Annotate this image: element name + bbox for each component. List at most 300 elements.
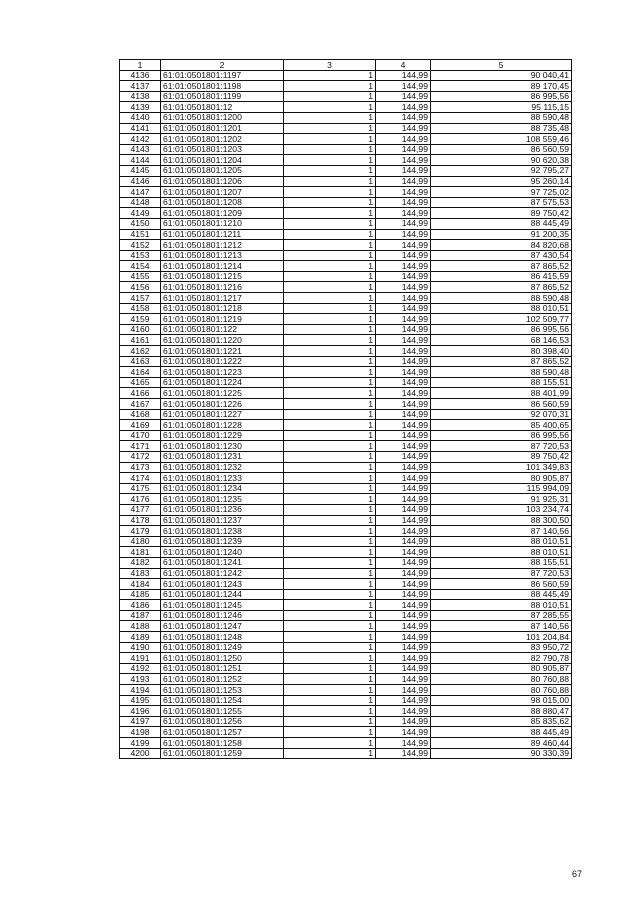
- cadastral-number-cell: 61:01:0501801:1245: [161, 600, 284, 611]
- rate-cell: 144,99: [376, 282, 431, 293]
- rate-cell: 144,99: [376, 91, 431, 102]
- table-row: [120, 240, 572, 251]
- cadastral-number-cell: 61:01:0501801:1253: [161, 685, 284, 696]
- cadastral-number-cell: 61:01:0501801:1199: [161, 91, 284, 102]
- cadastral-number-cell: 61:01:0501801:1224: [161, 377, 284, 388]
- rate-cell: 144,99: [376, 515, 431, 526]
- row-number-cell: 4138: [120, 91, 161, 102]
- table-row: [120, 155, 572, 166]
- table-row: [120, 123, 572, 134]
- cadastral-number-cell: 61:01:0501801:1213: [161, 250, 284, 261]
- table-row: [120, 282, 572, 293]
- quantity-cell: 1: [284, 610, 376, 621]
- quantity-cell: 1: [284, 134, 376, 145]
- quantity-cell: 1: [284, 399, 376, 410]
- table-row: [120, 420, 572, 431]
- value-cell: 89 170,45: [431, 81, 572, 92]
- rate-cell: 144,99: [376, 695, 431, 706]
- cadastral-number-cell: 61:01:0501801:1231: [161, 451, 284, 462]
- value-cell: 87 140,56: [431, 621, 572, 632]
- table-row: [120, 738, 572, 749]
- row-number-cell: 4148: [120, 197, 161, 208]
- cadastral-number-cell: 61:01:0501801:1202: [161, 134, 284, 145]
- cadastral-number-cell: 61:01:0501801:1247: [161, 621, 284, 632]
- column-header-1: 1: [120, 60, 161, 71]
- cadastral-number-cell: 61:01:0501801:1198: [161, 81, 284, 92]
- value-cell: 86 415,59: [431, 271, 572, 282]
- rate-cell: 144,99: [376, 748, 431, 759]
- cadastral-number-cell: 61:01:0501801:1255: [161, 706, 284, 717]
- cadastral-number-cell: 61:01:0501801:1201: [161, 123, 284, 134]
- rate-cell: 144,99: [376, 547, 431, 558]
- row-number-cell: 4178: [120, 515, 161, 526]
- header-row: [120, 60, 572, 71]
- quantity-cell: 1: [284, 483, 376, 494]
- cadastral-number-cell: 61:01:0501801:122: [161, 324, 284, 335]
- quantity-cell: 1: [284, 515, 376, 526]
- quantity-cell: 1: [284, 589, 376, 600]
- value-cell: 80 905,87: [431, 663, 572, 674]
- table-row: [120, 197, 572, 208]
- rate-cell: 144,99: [376, 293, 431, 304]
- table-row: [120, 346, 572, 357]
- table-row: [120, 504, 572, 515]
- quantity-cell: 1: [284, 653, 376, 664]
- rate-cell: 144,99: [376, 70, 431, 81]
- table-row: [120, 526, 572, 537]
- value-cell: 84 820,68: [431, 240, 572, 251]
- quantity-cell: 1: [284, 706, 376, 717]
- cadastral-number-cell: 61:01:0501801:1216: [161, 282, 284, 293]
- quantity-cell: 1: [284, 409, 376, 420]
- table-row: [120, 547, 572, 558]
- page-number: 67: [571, 869, 582, 879]
- row-number-cell: 4174: [120, 473, 161, 484]
- table-row: [120, 716, 572, 727]
- value-cell: 86 560,59: [431, 399, 572, 410]
- table-row: [120, 176, 572, 187]
- cadastral-number-cell: 61:01:0501801:1256: [161, 716, 284, 727]
- rate-cell: 144,99: [376, 589, 431, 600]
- quantity-cell: 1: [284, 367, 376, 378]
- quantity-cell: 1: [284, 356, 376, 367]
- table-row: [120, 335, 572, 346]
- table-row: [120, 271, 572, 282]
- rate-cell: 144,99: [376, 738, 431, 749]
- rate-cell: 144,99: [376, 271, 431, 282]
- value-cell: 90 330,39: [431, 748, 572, 759]
- value-cell: 88 010,51: [431, 303, 572, 314]
- cadastral-number-cell: 61:01:0501801:1246: [161, 610, 284, 621]
- value-cell: 87 575,53: [431, 197, 572, 208]
- row-number-cell: 4154: [120, 261, 161, 272]
- rate-cell: 144,99: [376, 557, 431, 568]
- quantity-cell: 1: [284, 727, 376, 738]
- register-table: [119, 59, 572, 759]
- cadastral-number-cell: 61:01:0501801:1211: [161, 229, 284, 240]
- cadastral-number-cell: 61:01:0501801:1242: [161, 568, 284, 579]
- value-cell: 87 285,55: [431, 610, 572, 621]
- value-cell: 108 559,46: [431, 134, 572, 145]
- cadastral-number-cell: 61:01:0501801:1226: [161, 399, 284, 410]
- value-cell: 88 010,51: [431, 547, 572, 558]
- value-cell: 92 070,31: [431, 409, 572, 420]
- table-row: [120, 367, 572, 378]
- rate-cell: 144,99: [376, 536, 431, 547]
- table-row: [120, 430, 572, 441]
- cadastral-number-cell: 61:01:0501801:1234: [161, 483, 284, 494]
- table-row: [120, 165, 572, 176]
- row-number-cell: 4169: [120, 420, 161, 431]
- value-cell: 88 590,48: [431, 367, 572, 378]
- quantity-cell: 1: [284, 208, 376, 219]
- value-cell: 87 430,54: [431, 250, 572, 261]
- table-row: [120, 112, 572, 123]
- cadastral-number-cell: 61:01:0501801:1248: [161, 632, 284, 643]
- table-row: [120, 218, 572, 229]
- rate-cell: 144,99: [376, 642, 431, 653]
- value-cell: 102 509,77: [431, 314, 572, 325]
- rate-cell: 144,99: [376, 600, 431, 611]
- quantity-cell: 1: [284, 282, 376, 293]
- row-number-cell: 4186: [120, 600, 161, 611]
- rate-cell: 144,99: [376, 388, 431, 399]
- quantity-cell: 1: [284, 240, 376, 251]
- row-number-cell: 4145: [120, 165, 161, 176]
- row-number-cell: 4141: [120, 123, 161, 134]
- cadastral-number-cell: 61:01:0501801:1217: [161, 293, 284, 304]
- rate-cell: 144,99: [376, 473, 431, 484]
- cadastral-number-cell: 61:01:0501801:1250: [161, 653, 284, 664]
- quantity-cell: 1: [284, 632, 376, 643]
- value-cell: 88 155,51: [431, 557, 572, 568]
- rate-cell: 144,99: [376, 144, 431, 155]
- quantity-cell: 1: [284, 536, 376, 547]
- table-row: [120, 621, 572, 632]
- table-row: [120, 134, 572, 145]
- value-cell: 91 200,35: [431, 229, 572, 240]
- row-number-cell: 4152: [120, 240, 161, 251]
- table-row: [120, 91, 572, 102]
- row-number-cell: 4167: [120, 399, 161, 410]
- quantity-cell: 1: [284, 473, 376, 484]
- quantity-cell: 1: [284, 494, 376, 505]
- rate-cell: 144,99: [376, 112, 431, 123]
- value-cell: 95 260,14: [431, 176, 572, 187]
- value-cell: 86 560,59: [431, 579, 572, 590]
- table-row: [120, 706, 572, 717]
- table-row: [120, 409, 572, 420]
- row-number-cell: 4196: [120, 706, 161, 717]
- quantity-cell: 1: [284, 229, 376, 240]
- rate-cell: 144,99: [376, 483, 431, 494]
- value-cell: 88 010,51: [431, 536, 572, 547]
- row-number-cell: 4193: [120, 674, 161, 685]
- row-number-cell: 4150: [120, 218, 161, 229]
- table-body: [120, 70, 572, 759]
- quantity-cell: 1: [284, 716, 376, 727]
- value-cell: 85 400,65: [431, 420, 572, 431]
- value-cell: 80 398,40: [431, 346, 572, 357]
- cadastral-number-cell: 61:01:0501801:1206: [161, 176, 284, 187]
- table-row: [120, 229, 572, 240]
- cadastral-number-cell: 61:01:0501801:1252: [161, 674, 284, 685]
- quantity-cell: 1: [284, 377, 376, 388]
- row-number-cell: 4170: [120, 430, 161, 441]
- value-cell: 101 204,84: [431, 632, 572, 643]
- quantity-cell: 1: [284, 218, 376, 229]
- table-row: [120, 293, 572, 304]
- table-row: [120, 748, 572, 759]
- cadastral-number-cell: 61:01:0501801:1215: [161, 271, 284, 282]
- row-number-cell: 4177: [120, 504, 161, 515]
- column-header-2: 2: [161, 60, 284, 71]
- row-number-cell: 4183: [120, 568, 161, 579]
- cadastral-number-cell: 61:01:0501801:1209: [161, 208, 284, 219]
- rate-cell: 144,99: [376, 250, 431, 261]
- rate-cell: 144,99: [376, 261, 431, 272]
- table-row: [120, 515, 572, 526]
- quantity-cell: 1: [284, 176, 376, 187]
- quantity-cell: 1: [284, 504, 376, 515]
- rate-cell: 144,99: [376, 706, 431, 717]
- cadastral-number-cell: 61:01:0501801:1257: [161, 727, 284, 738]
- value-cell: 85 835,62: [431, 716, 572, 727]
- cadastral-number-cell: 61:01:0501801:1227: [161, 409, 284, 420]
- rate-cell: 144,99: [376, 102, 431, 113]
- row-number-cell: 4195: [120, 695, 161, 706]
- quantity-cell: 1: [284, 324, 376, 335]
- row-number-cell: 4180: [120, 536, 161, 547]
- table-row: [120, 70, 572, 81]
- row-number-cell: 4156: [120, 282, 161, 293]
- rate-cell: 144,99: [376, 451, 431, 462]
- value-cell: 87 720,53: [431, 441, 572, 452]
- row-number-cell: 4151: [120, 229, 161, 240]
- cadastral-number-cell: 61:01:0501801:1205: [161, 165, 284, 176]
- table-row: [120, 568, 572, 579]
- value-cell: 86 560,59: [431, 144, 572, 155]
- row-number-cell: 4191: [120, 653, 161, 664]
- cadastral-number-cell: 61:01:0501801:1197: [161, 70, 284, 81]
- rate-cell: 144,99: [376, 727, 431, 738]
- rate-cell: 144,99: [376, 303, 431, 314]
- value-cell: 98 015,00: [431, 695, 572, 706]
- cadastral-number-cell: 61:01:0501801:1232: [161, 462, 284, 473]
- quantity-cell: 1: [284, 685, 376, 696]
- row-number-cell: 4164: [120, 367, 161, 378]
- cadastral-number-cell: 61:01:0501801:1259: [161, 748, 284, 759]
- quantity-cell: 1: [284, 335, 376, 346]
- column-header-5: 5: [431, 60, 572, 71]
- value-cell: 87 720,53: [431, 568, 572, 579]
- quantity-cell: 1: [284, 547, 376, 558]
- row-number-cell: 4190: [120, 642, 161, 653]
- quantity-cell: 1: [284, 748, 376, 759]
- rate-cell: 144,99: [376, 240, 431, 251]
- table-row: [120, 187, 572, 198]
- quantity-cell: 1: [284, 293, 376, 304]
- cadastral-number-cell: 61:01:0501801:1236: [161, 504, 284, 515]
- table-row: [120, 314, 572, 325]
- column-header-4: 4: [376, 60, 431, 71]
- quantity-cell: 1: [284, 165, 376, 176]
- table-row: [120, 303, 572, 314]
- cadastral-number-cell: 61:01:0501801:1214: [161, 261, 284, 272]
- table-row: [120, 81, 572, 92]
- table-row: [120, 653, 572, 664]
- value-cell: 88 010,51: [431, 600, 572, 611]
- rate-cell: 144,99: [376, 399, 431, 410]
- rate-cell: 144,99: [376, 165, 431, 176]
- value-cell: 86 995,56: [431, 430, 572, 441]
- value-cell: 82 790,78: [431, 653, 572, 664]
- row-number-cell: 4194: [120, 685, 161, 696]
- quantity-cell: 1: [284, 271, 376, 282]
- cadastral-number-cell: 61:01:0501801:1212: [161, 240, 284, 251]
- row-number-cell: 4182: [120, 557, 161, 568]
- table-row: [120, 494, 572, 505]
- table-row: [120, 685, 572, 696]
- value-cell: 89 460,44: [431, 738, 572, 749]
- quantity-cell: 1: [284, 70, 376, 81]
- table-row: [120, 600, 572, 611]
- value-cell: 88 300,50: [431, 515, 572, 526]
- quantity-cell: 1: [284, 674, 376, 685]
- table-row: [120, 557, 572, 568]
- cadastral-number-cell: 61:01:0501801:1221: [161, 346, 284, 357]
- table-row: [120, 536, 572, 547]
- row-number-cell: 4188: [120, 621, 161, 632]
- table-row: [120, 642, 572, 653]
- table-row: [120, 589, 572, 600]
- value-cell: 95 115,15: [431, 102, 572, 113]
- row-number-cell: 4168: [120, 409, 161, 420]
- quantity-cell: 1: [284, 102, 376, 113]
- row-number-cell: 4200: [120, 748, 161, 759]
- table-row: [120, 388, 572, 399]
- rate-cell: 144,99: [376, 504, 431, 515]
- cadastral-number-cell: 61:01:0501801:1235: [161, 494, 284, 505]
- quantity-cell: 1: [284, 346, 376, 357]
- row-number-cell: 4137: [120, 81, 161, 92]
- quantity-cell: 1: [284, 642, 376, 653]
- value-cell: 80 760,88: [431, 674, 572, 685]
- quantity-cell: 1: [284, 430, 376, 441]
- row-number-cell: 4192: [120, 663, 161, 674]
- row-number-cell: 4139: [120, 102, 161, 113]
- rate-cell: 144,99: [376, 218, 431, 229]
- cadastral-number-cell: 61:01:0501801:1223: [161, 367, 284, 378]
- cadastral-number-cell: 61:01:0501801:1238: [161, 526, 284, 537]
- table-row: [120, 102, 572, 113]
- cadastral-number-cell: 61:01:0501801:1240: [161, 547, 284, 558]
- table-row: [120, 579, 572, 590]
- value-cell: 88 445,49: [431, 727, 572, 738]
- value-cell: 115 994,09: [431, 483, 572, 494]
- quantity-cell: 1: [284, 155, 376, 166]
- table-row: [120, 695, 572, 706]
- value-cell: 87 865,52: [431, 261, 572, 272]
- rate-cell: 144,99: [376, 621, 431, 632]
- cadastral-number-cell: 61:01:0501801:1200: [161, 112, 284, 123]
- row-number-cell: 4179: [120, 526, 161, 537]
- value-cell: 103 234,74: [431, 504, 572, 515]
- rate-cell: 144,99: [376, 367, 431, 378]
- cadastral-number-cell: 61:01:0501801:1251: [161, 663, 284, 674]
- cadastral-number-cell: 61:01:0501801:1220: [161, 335, 284, 346]
- quantity-cell: 1: [284, 695, 376, 706]
- quantity-cell: 1: [284, 568, 376, 579]
- cadastral-number-cell: 61:01:0501801:1241: [161, 557, 284, 568]
- cadastral-number-cell: 61:01:0501801:1243: [161, 579, 284, 590]
- rate-cell: 144,99: [376, 314, 431, 325]
- row-number-cell: 4149: [120, 208, 161, 219]
- cadastral-number-cell: 61:01:0501801:1237: [161, 515, 284, 526]
- rate-cell: 144,99: [376, 568, 431, 579]
- row-number-cell: 4147: [120, 187, 161, 198]
- row-number-cell: 4198: [120, 727, 161, 738]
- cadastral-number-cell: 61:01:0501801:1219: [161, 314, 284, 325]
- value-cell: 86 995,56: [431, 324, 572, 335]
- rate-cell: 144,99: [376, 229, 431, 240]
- value-cell: 92 795,27: [431, 165, 572, 176]
- quantity-cell: 1: [284, 144, 376, 155]
- quantity-cell: 1: [284, 462, 376, 473]
- rate-cell: 144,99: [376, 462, 431, 473]
- quantity-cell: 1: [284, 197, 376, 208]
- cadastral-number-cell: 61:01:0501801:1203: [161, 144, 284, 155]
- table-row: [120, 377, 572, 388]
- rate-cell: 144,99: [376, 134, 431, 145]
- cadastral-number-cell: 61:01:0501801:1258: [161, 738, 284, 749]
- row-number-cell: 4173: [120, 462, 161, 473]
- row-number-cell: 4181: [120, 547, 161, 558]
- cadastral-number-cell: 61:01:0501801:1254: [161, 695, 284, 706]
- cadastral-number-cell: 61:01:0501801:12: [161, 102, 284, 113]
- row-number-cell: 4160: [120, 324, 161, 335]
- value-cell: 88 155,51: [431, 377, 572, 388]
- quantity-cell: 1: [284, 526, 376, 537]
- table-row: [120, 632, 572, 643]
- rate-cell: 144,99: [376, 335, 431, 346]
- quantity-cell: 1: [284, 600, 376, 611]
- rate-cell: 144,99: [376, 579, 431, 590]
- cadastral-number-cell: 61:01:0501801:1204: [161, 155, 284, 166]
- rate-cell: 144,99: [376, 685, 431, 696]
- cadastral-number-cell: 61:01:0501801:1210: [161, 218, 284, 229]
- cadastral-number-cell: 61:01:0501801:1222: [161, 356, 284, 367]
- value-cell: 80 905,87: [431, 473, 572, 484]
- table-row: [120, 261, 572, 272]
- quantity-cell: 1: [284, 738, 376, 749]
- table-row: [120, 399, 572, 410]
- quantity-cell: 1: [284, 557, 376, 568]
- row-number-cell: 4155: [120, 271, 161, 282]
- value-cell: 88 590,48: [431, 112, 572, 123]
- rate-cell: 144,99: [376, 346, 431, 357]
- value-cell: 88 445,49: [431, 589, 572, 600]
- rate-cell: 144,99: [376, 663, 431, 674]
- quantity-cell: 1: [284, 187, 376, 198]
- table-row: [120, 208, 572, 219]
- cadastral-number-cell: 61:01:0501801:1244: [161, 589, 284, 600]
- quantity-cell: 1: [284, 441, 376, 452]
- cadastral-number-cell: 61:01:0501801:1208: [161, 197, 284, 208]
- row-number-cell: 4140: [120, 112, 161, 123]
- rate-cell: 144,99: [376, 81, 431, 92]
- row-number-cell: 4176: [120, 494, 161, 505]
